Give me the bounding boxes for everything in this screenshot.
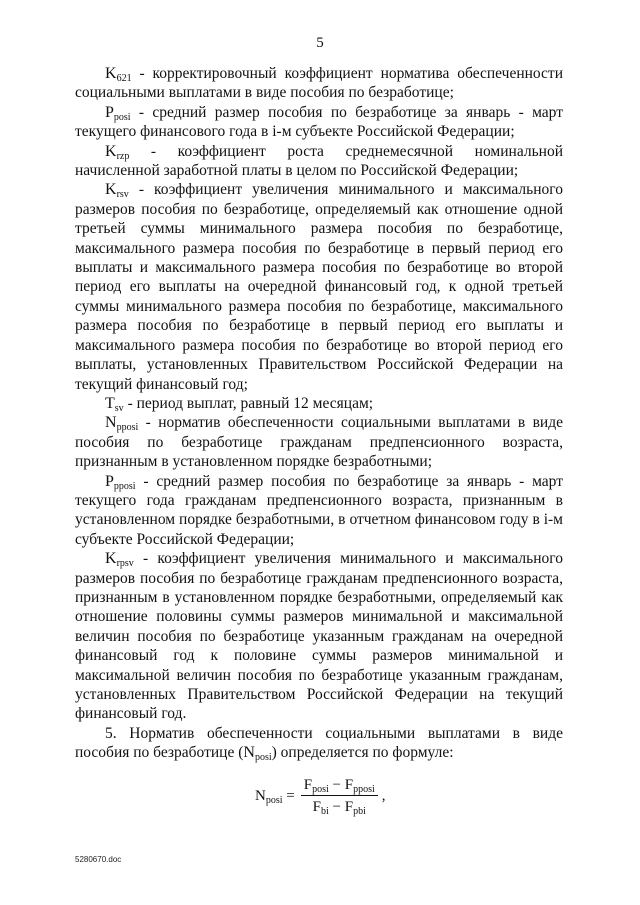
- section-5-paragraph: 5. Норматив обеспеченности социальными выплатами в виде пособия по безработице $(N_{posi})$ определяется по формуле:: [75, 724, 563, 764]
- definition-tsv: $T_{sv}$ - период выплат, равный 12 месяцам;: [105, 394, 374, 414]
- formula-fraction: [301, 776, 378, 816]
- document-body: [75, 64, 563, 763]
- page-number: 5: [316, 35, 324, 51]
- definition-krzp: $K_{rzp}$ - коэффициент роста среднемесячной номинальной начисленной заработной платы в целом по Российской Федерации;: [75, 142, 563, 180]
- definition-krsv: $K_{rsv}$ - коэффициент увеличения минимального и максимального размеров пособия по безработице, определяемый как отношение одной третьей суммы минимального размера пособия по безработице, максимального размера пособия по безработице в первый период его выплаты и максимального размера пособия по безработице во второй период его выплаты на очередной финансовый год, к одной третьей суммы минимального размера пособия по безработице, максимального размера пособия по безработице в первый период его выплаты и максимального размера пособия по безработице во второй период его выплаты, установленных Правительством Российской Федерации на текущий финансовый год;: [75, 181, 563, 393]
- definition-pposi: $P_{posi}$ - средний размер пособия по безработице за январь - март текущего финансового года в i-м субъекте Российской Федерации;: [75, 103, 563, 141]
- definition-ppposi: $P_{pposi}$ - средний размер пособия по безработице за январь - март текущего года гражданам предпенсионного возраста, признанным в установленном порядке безработными, в отчетном финансовом году в i-м субъекте Российской Федерации;: [75, 472, 563, 548]
- formula-nposi: [255, 776, 385, 816]
- definition-npposi: $N_{pposi}$ - норматив обеспеченности социальными выплатами в виде пособия по безработице гражданам предпенсионного возраста, признанным в установленном порядке безработными;: [75, 414, 563, 471]
- footer-filename: 5280670.doc: [75, 855, 122, 864]
- definition-k621: $K_{621}$ - корректировочный коэффициент норматива обеспеченности социальными выплатами в виде пособия по безработице;: [75, 65, 563, 102]
- formula-numerator: $F_{posi} - F_{pposi}$: [301, 776, 378, 796]
- formula-lhs: $N_{posi}$ =: [255, 788, 295, 806]
- formula-denominator: $F_{bi} - F_{pbi}$: [312, 799, 366, 817]
- definition-krpsv: $K_{rpsv}$ - коэффициент увеличения минимального и максимального размеров пособия по безработице гражданам предпенсионного возраста, признанным в установленном порядке безработными, определяемый как отношение половины суммы размеров минимальной и максимальной величин пособия по безработице указанным гражданам на очередной финансовый год к половине суммы размеров минимальной и максимальной величин пособия по безработице указанным гражданам, установленных Правительством Российской Федерации на текущий финансовый год.: [75, 550, 563, 723]
- formula-comma: ,: [381, 788, 386, 804]
